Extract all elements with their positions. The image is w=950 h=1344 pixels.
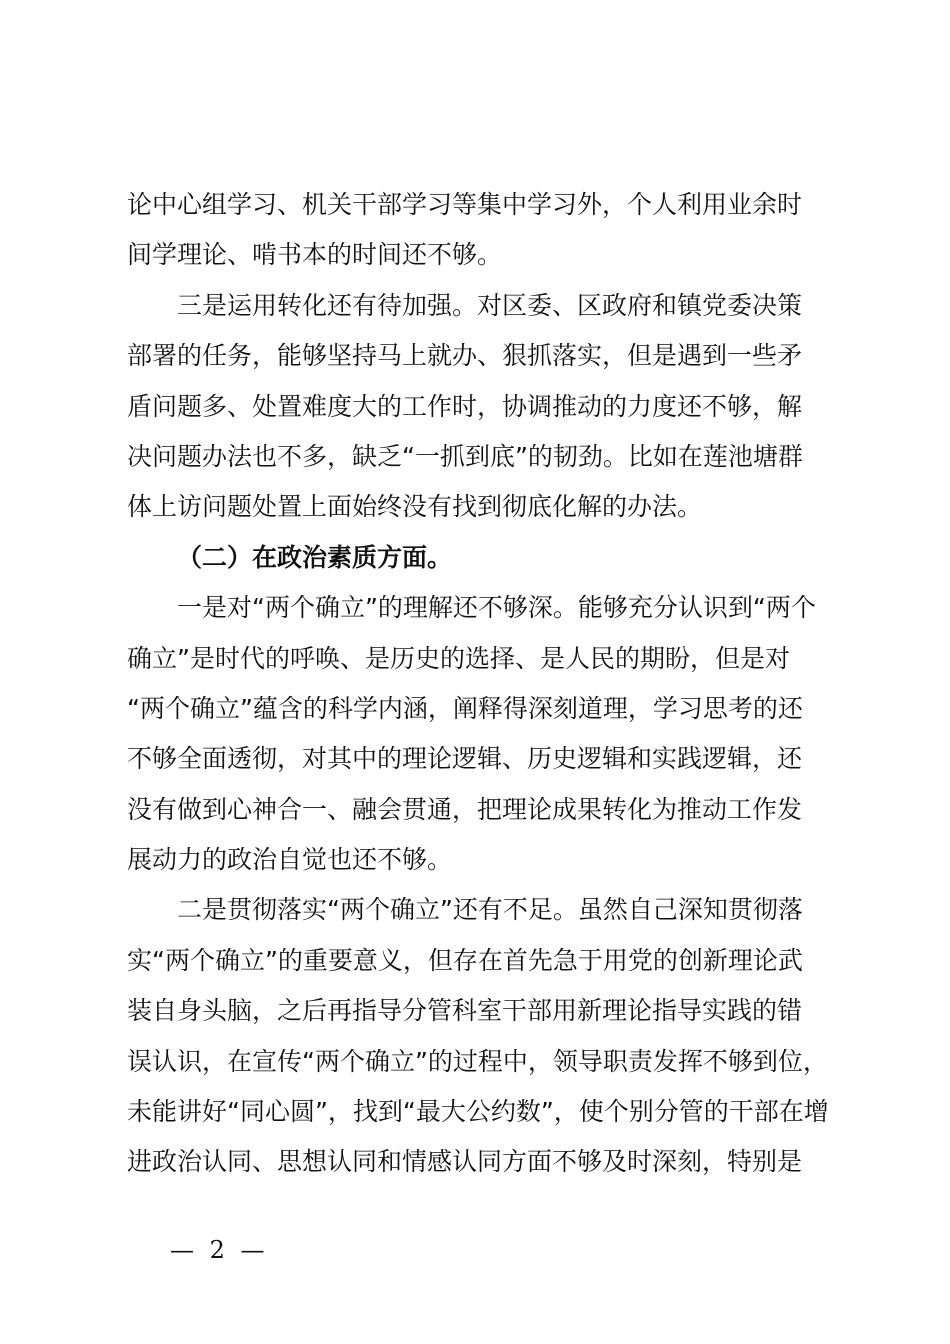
text-line: 一是对“两个确立”的理解还不够深。能够充分认识到“两个 <box>177 593 816 623</box>
text-line: “两个确立”蕴含的科学内涵，阐释得深刻道理，学习思考的还 <box>127 693 803 723</box>
text-line: 实“两个确立”的重要意义，但存在首先急于用党的创新理论武 <box>127 945 803 975</box>
text-line: 间学理论、啃书本的时间还不够。 <box>127 240 503 270</box>
text-line: 体上访问题处置上面始终没有找到彻底化解的办法。 <box>127 492 703 522</box>
text-line: 二是贯彻落实“两个确立”还有不足。虽然自己深知贯彻落 <box>177 895 803 925</box>
text-line: 进政治认同、思想认同和情感认同方面不够及时深刻，特别是 <box>127 1147 803 1177</box>
text-line: 决问题办法也不多，缺乏“一抓到底”的韧劲。比如在莲池塘群 <box>127 441 803 471</box>
section-heading: （二）在政治素质方面。 <box>177 542 453 572</box>
text-line: 确立”是时代的呼唤、是历史的选择、是人民的期盼，但是对 <box>127 643 790 673</box>
text-line: 没有做到心神合一、融会贯通，把理论成果转化为推动工作发 <box>127 794 803 824</box>
text-line: 三是运用转化还有待加强。对区委、区政府和镇党委决策 <box>177 290 803 320</box>
text-line: 未能讲好“同心圆”，找到“最大公约数”，使个别分管的干部在增 <box>127 1097 829 1127</box>
text-line: 部署的任务，能够坚持马上就办、狠抓落实，但是遇到一些矛 <box>127 341 803 371</box>
text-line: 盾问题多、处置难度大的工作时，协调推动的力度还不够，解 <box>127 391 803 421</box>
body-text <box>127 180 847 1188</box>
text-line: 不够全面透彻，对其中的理论逻辑、历史逻辑和实践逻辑，还 <box>127 744 803 774</box>
text-line: 展动力的政治自觉也还不够。 <box>127 845 453 875</box>
page-number: — 2 — <box>170 1236 269 1264</box>
text-line: 论中心组学习、机关干部学习等集中学习外，个人利用业余时 <box>127 190 803 219</box>
text-line: 装自身头脑，之后再指导分管科室干部用新理论指导实践的错 <box>127 996 803 1026</box>
text-line: 误认识，在宣传“两个确立”的过程中，领导职责发挥不够到位， <box>127 1046 828 1076</box>
